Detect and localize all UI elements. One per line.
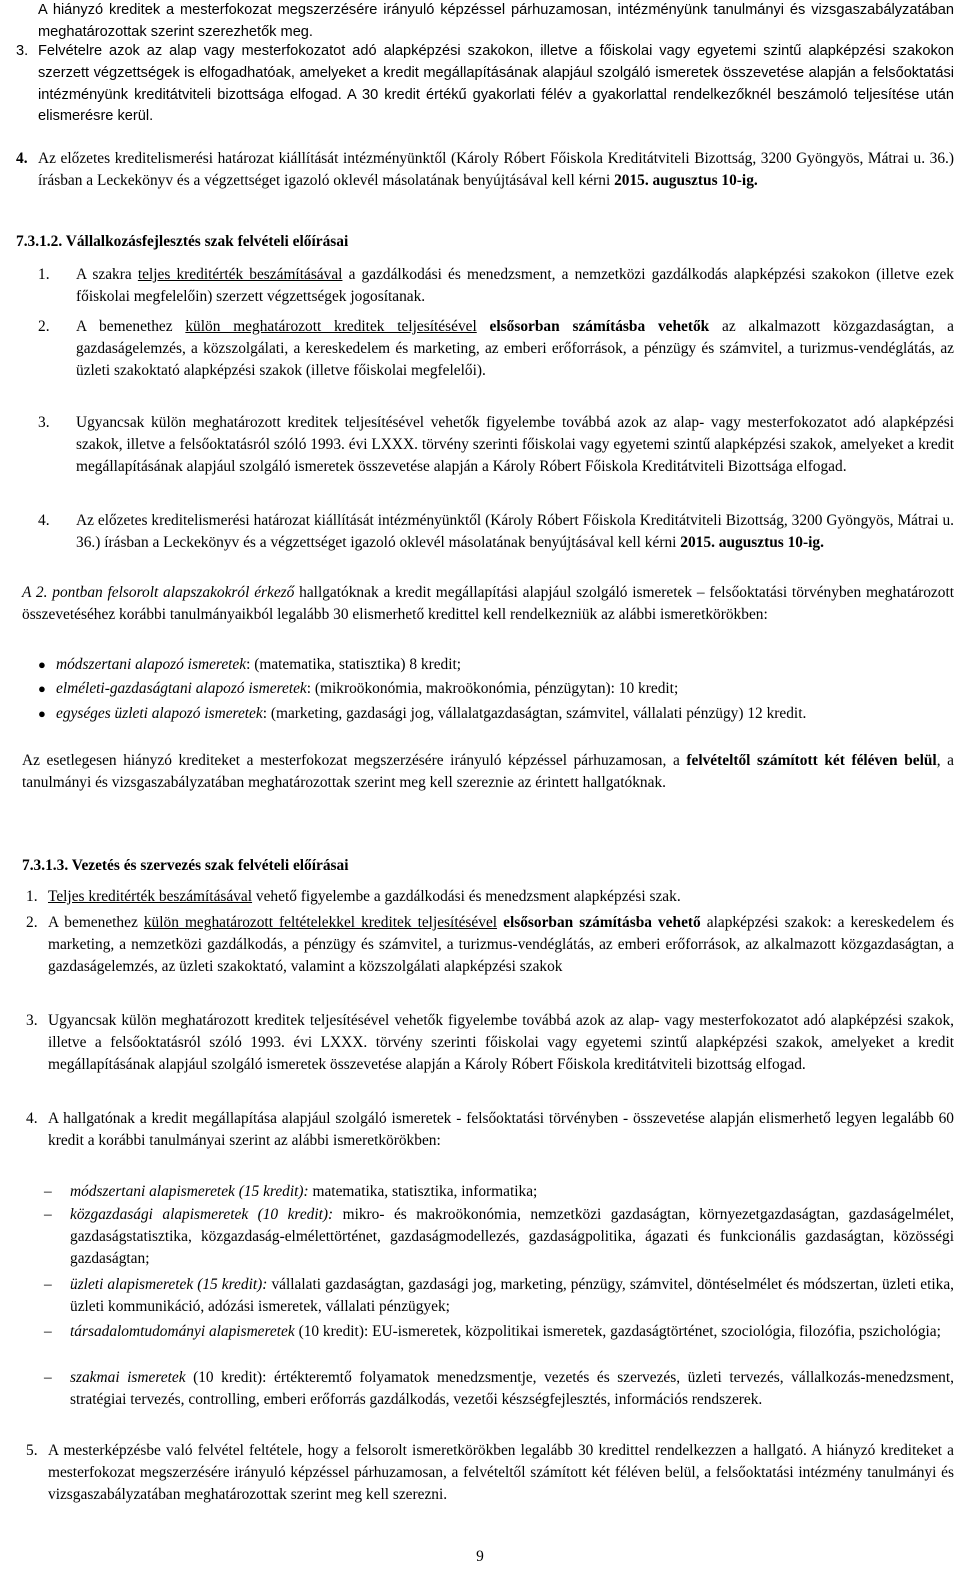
- list-item-3b: 3. Ugyancsak külön meghatározott kreditek teljesítésével vehetők figyelembe továbbá azok az alap- vagy mesterfokozatot adó alapképzési szakok, illetve a felsőoktatásról szóló 1993. évi LXXX. törvény szerinti főiskolai vagy egyetemi szintű alapképzési szakok, amelyeket a kredit megállapításának alapjául szolgáló ismeretek összevetése alapján a Károly Róbert Főiskola Kreditátviteli Bizottsága elfogad.: [38, 414, 954, 475]
- dash-icon: –: [44, 1206, 52, 1223]
- list-item-1: 1. A szakra teljes kreditérték beszámításával a gazdálkodási és menedzsment, a nemzetközi gazdálkodás alapképzési szakokon (illetve ezek főiskolai megfelelőin) szerzett végzettségek jogosítanak.: [38, 266, 954, 305]
- paragraph-missing-credits-2: Az esetlegesen hiányzó krediteket a mesterfokozat megszerzésére irányuló képzéssel párhuzamosan, a felvételtől számított két féléven belül, a tanulmányi és vizsgaszabályzatában meghatározottak szerint meg kell szereznie az érintett hallgatóknak.: [22, 752, 954, 791]
- dash-item-3: – üzleti alapismeretek (15 kredit): vállalati gazdaságtan, gazdasági jog, marketing, pénzügy, számvitel, döntéselmélet és módszertan, üzleti etika, üzleti kommunikáció, adózási ismeretek, vállalati pénzügyek;: [44, 1276, 954, 1315]
- bullet-item-1: ● módszertani alapozó ismeretek: (matematika, statisztika) 8 kredit;: [38, 654, 954, 676]
- bullet-item-2: ● elméleti-gazdaságtani alapozó ismeretek: (mikroökonómia, makroökonómia, pénzügytan): 10 kredit;: [38, 678, 954, 700]
- dash-item-1: – módszertani alapismeretek (15 kredit): matematika, statisztika, informatika;: [44, 1181, 954, 1203]
- dash-item-5: – szakmai ismeretek (10 kredit): értékteremtő folyamatok menedzsmentje, vezetés és szervezés, üzleti tervezés, vállalkozás-menedzsment, stratégiai tervezés, controlling, emberi erőforrás gazdálkodás, vezetői készségfejlesztés, információs rendszerek.: [44, 1369, 954, 1408]
- dash-icon: –: [44, 1183, 52, 1200]
- dash-icon: –: [44, 1369, 52, 1386]
- paragraph-prerequisites: A 2. pontban felsorolt alapszakokról érkező hallgatóknak a kredit megállapítási alapjául szolgáló ismeretek – felsőoktatási törvényben meghatározott összevetéséhez korábbi tanulmányaikból legalább 30 elismerhető kredittel kell rendelkezniük az alábbi ismeretkörökben:: [22, 584, 954, 623]
- section-heading-7313: 7.3.1.3. Vezetés és szervezés szak felvételi előírásai: [22, 857, 349, 874]
- paragraph-missing-credits: A hiányzó kreditek a mesterfokozat megszerzésére irányuló képzéssel párhuzamosan, intézményünk tanulmányi és vizsgaszabályzatában meghatározottak szerint szerezhetők meg.: [38, 2, 954, 40]
- bullet-icon: ●: [38, 657, 46, 672]
- list-item-1c: 1. Teljes kreditérték beszámításával vehető figyelembe a gazdálkodási és menedzsment alapképzési szak.: [26, 888, 681, 905]
- section-heading-7312: 7.3.1.2. Vállalkozásfejlesztés szak felvételi előírásai: [16, 233, 349, 250]
- dash-icon: –: [44, 1276, 52, 1293]
- list-item-5c: 5. A mesterképzésbe való felvétel feltétele, hogy a felsorolt ismeretkörökben legalább 30 kredittel rendelkezzen a hallgató. A hiányzó krediteket a mesterfokozat megszerzésére irányuló képzéssel párhuzamosan, a felvételtől számított két féléven belül, a felsőoktatási intézmény tanulmányi és vizsgaszabályzatában meghatározottak szerint meg kell szerezni.: [26, 1442, 954, 1503]
- list-item-4b: 4. Az előzetes kreditelismerési határozat kiállítását intézményünktől (Károly Róbert Főiskola Kreditátviteli Bizottság, 3200 Gyöngyös, Mátrai u. 36.) írásban a Leckekönyv és a végzettséget igazoló oklevél másolatának benyújtásával kell kérni 2015. augusztus 10-ig.: [38, 512, 954, 551]
- bullet-icon: ●: [38, 681, 46, 696]
- dash-icon: –: [44, 1323, 52, 1340]
- page-number: 9: [476, 1548, 484, 1565]
- dash-item-4: – társadalomtudományi alapismeretek (10 kredit): EU-ismeretek, közpolitikai ismeretek, gazdaságtörténet, szociológia, filozófia, pszichológia;: [44, 1321, 954, 1343]
- bullet-item-3: ● egységes üzleti alapozó ismeretek: (marketing, gazdasági jog, vállalatgazdaságtan, számvitel, vállalati pénzügy) 12 kredit.: [38, 703, 954, 725]
- list-item-2: 2. A bemenethez külön meghatározott kreditek teljesítésével elsősorban számításba vehetők az alkalmazott közgazdaságtan, a gazdaságelemzés, a közszolgálati, a kereskedelem és marketing, az emberi erőforrások, a pénzügy és számvitel, a turizmus-vendéglátás, az üzleti szakoktató alapképzési szakok (illetve főiskolai megfelelői).: [38, 318, 954, 379]
- list-item-4c: 4. A hallgatónak a kredit megállapítása alapjául szolgáló ismeretek - felsőoktatási törvényben - összevetése alapján elismerhető legyen legalább 60 kredit a korábbi tanulmányai szerint az alábbi ismeretkörökben:: [26, 1110, 954, 1149]
- bullet-icon: ●: [38, 706, 46, 721]
- list-item-4: 4. Az előzetes kreditelismerési határozat kiállítását intézményünktől (Károly Róbert Főiskola Kreditátviteli Bizottság, 3200 Gyöngyös, Mátrai u. 36.) írásban a Leckekönyv és a végzettséget igazoló oklevél másolatának benyújtásával kell kérni 2015. augusztus 10-ig.: [16, 150, 954, 189]
- list-item-3: 3. Felvételre azok az alap vagy mesterfokozatot adó alapképzési szakokon, illetve a főiskolai vagy egyetemi szintű alapképzési szakokon szerzett végzettségek is elfogadhatóak, amelyeket a kredit megállapításának alapjául szolgáló ismeretek összevetése alapján a felsőoktatási intézményünk kreditátviteli bizottsága elfogad. A 30 kredit értékű gyakorlati félév a gyakorlattal rendelkezőknél beszámoló teljesítése után elismerésre kerül.: [16, 43, 954, 125]
- list-item-3c: 3. Ugyancsak külön meghatározott kreditek teljesítésével vehetők figyelembe továbbá azok az alap- vagy mesterfokozatot adó alapképzési szakok, illetve a felsőoktatásról szóló 1993. évi LXXX. törvény szerinti főiskolai vagy egyetemi szintű alapképzési szakok, amelyeket a kredit megállapításának alapjául szolgáló ismeretek összevetése alapján a Károly Róbert Főiskola kreditátviteli bizottság elfogad.: [26, 1012, 954, 1073]
- list-item-2c: 2. A bemenethez külön meghatározott feltételekkel kreditek teljesítésével elsősorban számításba vehető alapképzési szakok: a kereskedelem és marketing, a nemzetközi gazdálkodás, a pénzügy és számvitel, a turizmus-vendéglátás, az emberi erőforrások, az alkalmazott közgazdaságtan, a gazdaságelemzés, az üzleti szakoktató, valamint a közszolgálati alapképzési szakok: [26, 914, 954, 975]
- dash-item-2: – közgazdasági alapismeretek (10 kredit): mikro- és makroökonómia, nemzetközi gazdaságtan, környezetgazdaságtan, gazdaságelmélet, gazdaságstatisztika, közgazdaság-elmélettörténet, gazdaságmodellezés, gazdaságpolitika, ágazati és funkcionális gazdaságtan, közösségi gazdaságtan;: [44, 1206, 954, 1267]
